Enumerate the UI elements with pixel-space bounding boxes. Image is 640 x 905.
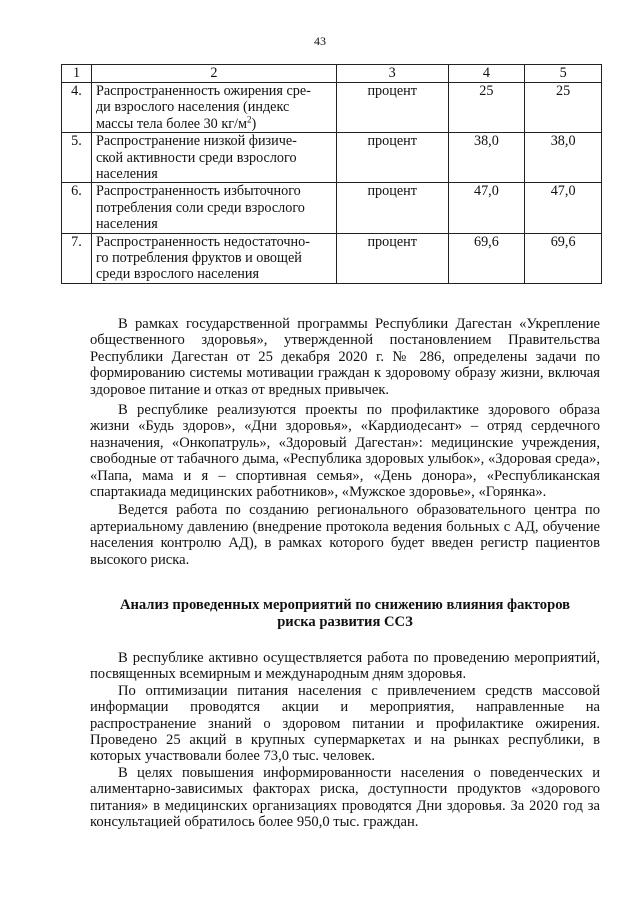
indicator-line: потребления соли среди взрослого: [95, 199, 305, 216]
row-value-col5: 47,0: [525, 183, 602, 233]
body-text-lower: [90, 650, 600, 830]
body-text-upper: [90, 316, 600, 568]
indicator-line: массы тела более 30 кг/м: [95, 115, 247, 132]
indicator-line-tail: ): [251, 115, 257, 132]
table-row: [62, 133, 602, 183]
row-number: 7.: [62, 233, 92, 283]
header-col-5: 5: [525, 65, 602, 83]
heading-line-1: Анализ проведенных мероприятий по снижению влияния факторов: [119, 597, 571, 613]
paragraph-program: В рамках государственной программы Республики Дагестан «Укрепление общественного здоровья», утвержденной постановлением Правительства Республики Дагестан от 25 декабря 2020 г. № 286, определены задачи по формированию системы мотивации граждан к здоровому образу жизни, включая здоровое питание и отказ от вредных привычек.: [90, 316, 600, 398]
row-number: 5.: [62, 133, 92, 183]
indicator-line: Распространенность недостаточно-: [95, 233, 310, 250]
paragraph-pressure-center: Ведется работа по созданию регионального образовательного центра по артериальному давлению (внедрение протокола ведения больных с АД, обучение населения контролю АД), в рамках которого будет введен регистр пациентов высокого риска.: [90, 502, 600, 568]
indicator-line: го потребления фруктов и овощей: [95, 250, 302, 267]
row-value-col4: 47,0: [448, 183, 525, 233]
table-row: [62, 183, 602, 233]
row-unit: процент: [336, 183, 448, 233]
table-row: [62, 83, 602, 133]
superscript: 2: [246, 114, 252, 125]
indicator-line: Распространение низкой физиче-: [95, 133, 297, 150]
indicator-line: Распространенность ожирения сре-: [95, 83, 311, 99]
row-unit: процент: [336, 233, 448, 283]
section-heading: [90, 597, 600, 631]
row-value-col4: 38,0: [448, 133, 525, 183]
row-indicator: [91, 133, 336, 183]
header-col-3: 3: [336, 65, 448, 83]
row-indicator: [91, 233, 336, 283]
indicator-line: населения: [95, 166, 158, 183]
paragraph-health-days: В целях повышения информированности населения о поведенческих и алиментарно-зависимых факторах риска, доступности продуктов «здорового питания» в медицинских организациях проводятся Дни здоровья. За 2020 год за консультацией обратилось более 950,0 тыс. граждан.: [90, 764, 600, 831]
row-number: 4.: [62, 83, 92, 133]
row-value-col5: 38,0: [525, 133, 602, 183]
row-value-col4: 25: [448, 83, 525, 133]
row-indicator: [91, 183, 336, 233]
header-col-4: 4: [448, 65, 525, 83]
table-header-row: [62, 65, 602, 83]
paragraph-nutrition: По оптимизации питания населения с привлечением средств массовой информации проводятся акции и мероприятия, направленные на распространение знаний о здоровом питании и профилактике ожирения. Проведено 25 акций в крупных супермаркетах и на рынках республики, в которых участвовали более 73,0 тыс. человек.: [90, 682, 600, 765]
row-value-col4: 69,6: [448, 233, 525, 283]
page-number: 43: [314, 34, 326, 48]
row-value-col5: 25: [525, 83, 602, 133]
paragraph-projects: В республике реализуются проекты по профилактике здорового образа жизни «Будь здоров», «Дни здоровья», «Кардиодесант» – отряд сердечного назначения, «Онкопатруль», «Здоровый Дагестан»: медицинские учреждения, свободные от табачного дыма, «Республика здоровых улыбок», «Здоровая среда», «Папа, мама и я – спортивная семья», «День донора», «Республиканская спартакиада медицинских работников», «Мужское здоровье», «Горянка».: [90, 402, 600, 501]
indicator-line: Распространенность избыточного: [95, 183, 301, 200]
row-unit: процент: [336, 133, 448, 183]
indicator-line: населения: [95, 216, 158, 233]
indicator-line: среди взрослого населения: [95, 266, 259, 283]
header-col-2: 2: [91, 65, 336, 83]
row-indicator: [91, 83, 336, 133]
indicators-table: [61, 64, 602, 284]
paragraph-events: В республике активно осуществляется работа по проведению мероприятий, посвященных всемирным и международным дням здоровья.: [90, 650, 600, 683]
row-value-col5: 69,6: [525, 233, 602, 283]
row-number: 6.: [62, 183, 92, 233]
heading-line-2: риска развития ССЗ: [277, 614, 413, 630]
indicator-line: ди взрослого населения (индекс: [95, 99, 290, 116]
indicator-line: ской активности среди взрослого: [95, 149, 297, 166]
row-unit: процент: [336, 83, 448, 133]
header-col-1: 1: [62, 65, 92, 83]
table-row: [62, 233, 602, 283]
